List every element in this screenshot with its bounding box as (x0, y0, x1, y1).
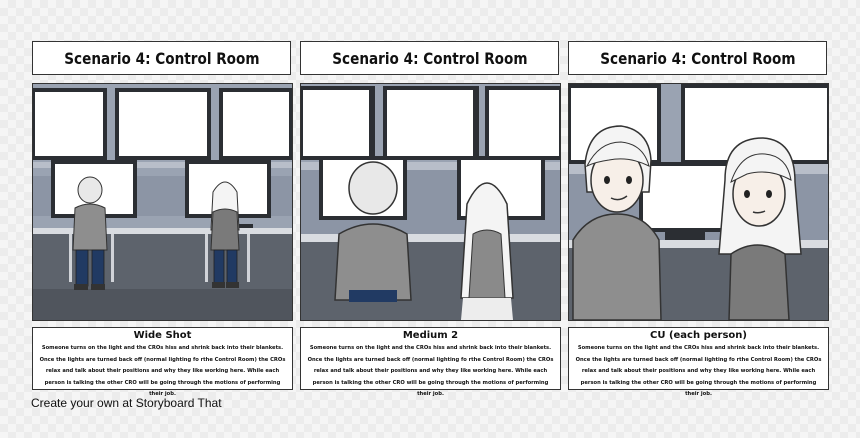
panel-3-title: Scenario 4: Control Room (568, 41, 827, 75)
panel-3-caption (568, 327, 829, 397)
panel-1-caption-heading: Wide Shot (133, 330, 192, 341)
wide-shot-illustration (33, 84, 292, 320)
panel-3-caption-text: Someone turns on the light and the CROs hiss and shrink back into their blankets. Once the lights are turned back off (normal lighting fo rthe Control Room) the CROs relax and talk about their positions and why they like working here. While each person is talking the other CRO will be going through the motions of performing their job. (575, 345, 822, 397)
panel-1-title: Scenario 4: Control Room (32, 41, 291, 75)
panel-1-caption-text: Someone turns on the light and the CROs hiss and shrink back into their blankets. Once the lights are turned back off (normal lighting fo rthe Control Room) the CROs relax and talk about their positions and why they like working here. While each person is talking the other CRO will be going through the motions of performing their job. (39, 345, 286, 397)
panel-2-caption-heading: Medium 2 (402, 330, 459, 341)
close-up-illustration (569, 84, 828, 320)
storyboard-that-credit-link[interactable]: Create your own at Storyboard That (31, 396, 222, 410)
panel-2-caption-text: Someone turns on the light and the CROs hiss and shrink back into their blankets. Once the lights are turned back off (normal lighting fo rthe Control Room) the CROs relax and talk about their positions and why they like working here. While each person is talking the other CRO will be going through the motions of performing their job. (307, 345, 554, 397)
panel-2-title: Scenario 4: Control Room (300, 41, 559, 75)
panel-2-scene (300, 83, 561, 321)
panel-3-scene (568, 83, 829, 321)
medium-shot-illustration (301, 84, 560, 320)
panel-1-scene (32, 83, 293, 321)
panel-2-caption (300, 327, 561, 397)
panel-1-caption (32, 327, 293, 397)
panel-3-caption-heading: CU (each person) (650, 330, 747, 341)
